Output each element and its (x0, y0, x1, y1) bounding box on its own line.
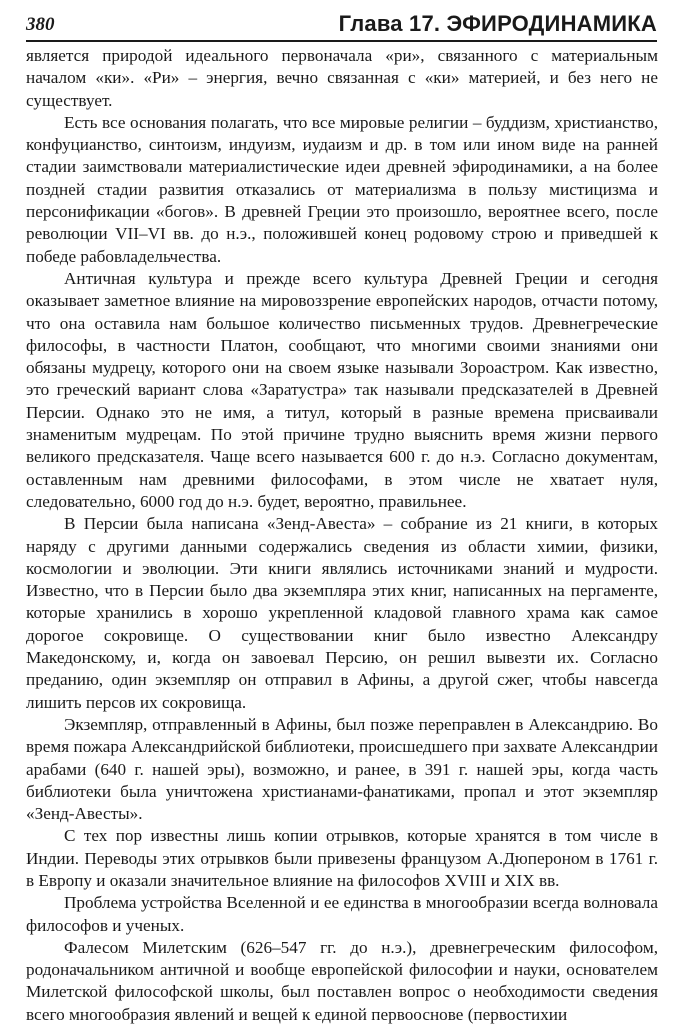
page-number: 380 (26, 14, 55, 35)
paragraph: Есть все основания полагать, что все мировые религии – буддизм, христианство, конфуцианство, синтоизм, индуизм, иудаизм и др. в том или ином виде на ранней стадии заимствовали материалистические идеи древней эфиродинамики, а на более поздней стадии развития отказались от материализма в пользу мистицизма и персонификации «богов». В древней Греции это произошло, вероятнее всего, после революции VII–VI вв. до н.э., положившей конец родовому строю и приведшей к победе рабовладельчества. (26, 112, 658, 266)
paragraph: С тех пор известны лишь копии отрывков, которые хранятся в том числе в Индии. Переводы этих отрывков были привезены французом А.Дюпероном в 1761 г. в Европу и оказали значительное влияние на философов XVIII и XIX вв. (26, 826, 658, 890)
chapter-title: Глава 17. ЭФИРОДИНАМИКА (338, 11, 657, 36)
paragraph: Проблема устройства Вселенной и ее единства в многообразии всегда волновала философов и ученых. (26, 893, 658, 935)
paragraph: Экземпляр, отправленный в Афины, был позже переправлен в Александрию. Во время пожара Александрийской библиотеки, происшедшего при захвате Александрии арабами (640 г. нашей эры), возможно, и ранее, в 391 г. нашей эры, когда часть библиотеки была уничтожена христианами-фанатиками, пропал и этот экземпляр «Зенд-Авесты». (26, 714, 658, 824)
paragraph: Античная культура и прежде всего культура Древней Греции и сегодня оказывает заметное влияние на мировоззрение европейских народов, отчасти потому, что она оставила нам большое количество письменных трудов. Древнегреческие философы, в частности Платон, сообщают, что многими своими знаниями они обязаны мудрецу, которого они на своем языке называли Зороастром. Как известно, это греческий вариант слова «Заратустра» так называли предсказателей в Древней Персии. Однако это не имя, а титул, который в разные времена присваивали знаменитым мудрецам. По этой причине трудно выяснить время жизни первого великого предсказателя. Чаще всего называется 600 г. до н.э. Согласно документам, оставленным нам древними философами, в этом числе не хватает нуля, следовательно, 6000 год до н.э. будет, вероятно, правильнее. (26, 268, 658, 511)
paragraph-continuation: является природой идеального первоначала «ри», связанного с материальным началом «ки». «Ри» – энергия, вечно связанная с «ки» материей, и без него не существует. (26, 46, 658, 110)
body-text (26, 45, 658, 1026)
paragraph: Фалесом Милетским (626–547 гг. до н.э.), древнегреческим философом, родоначальником античной и вообще европейской философии и науки, основателем Милетской философской школы, был поставлен вопрос о необходимости сведения всего многообразия явлений и вещей к единой первооснове (первостихии (26, 937, 658, 1024)
page-header (26, 10, 657, 42)
paragraph: В Персии была написана «Зенд-Авеста» – собрание из 21 книги, в которых наряду с другими данными содержались сведения из области химии, физики, космологии и эволюции. Эти книги являлись источниками знаний и мудрости. Известно, что в Персии было два экземпляра этих книг, написанных на пергаменте, которые хранились в хорошо укрепленной кладовой главного храма как самое дорогое сокровище. О существовании книг было известно Александру Македонскому, и, когда он завоевал Персию, он решил вывезти их. Согласно преданию, один экземпляр он отправил в Афины, а другой сжег, чтобы навсегда лишить персов их сокровища. (26, 514, 658, 712)
